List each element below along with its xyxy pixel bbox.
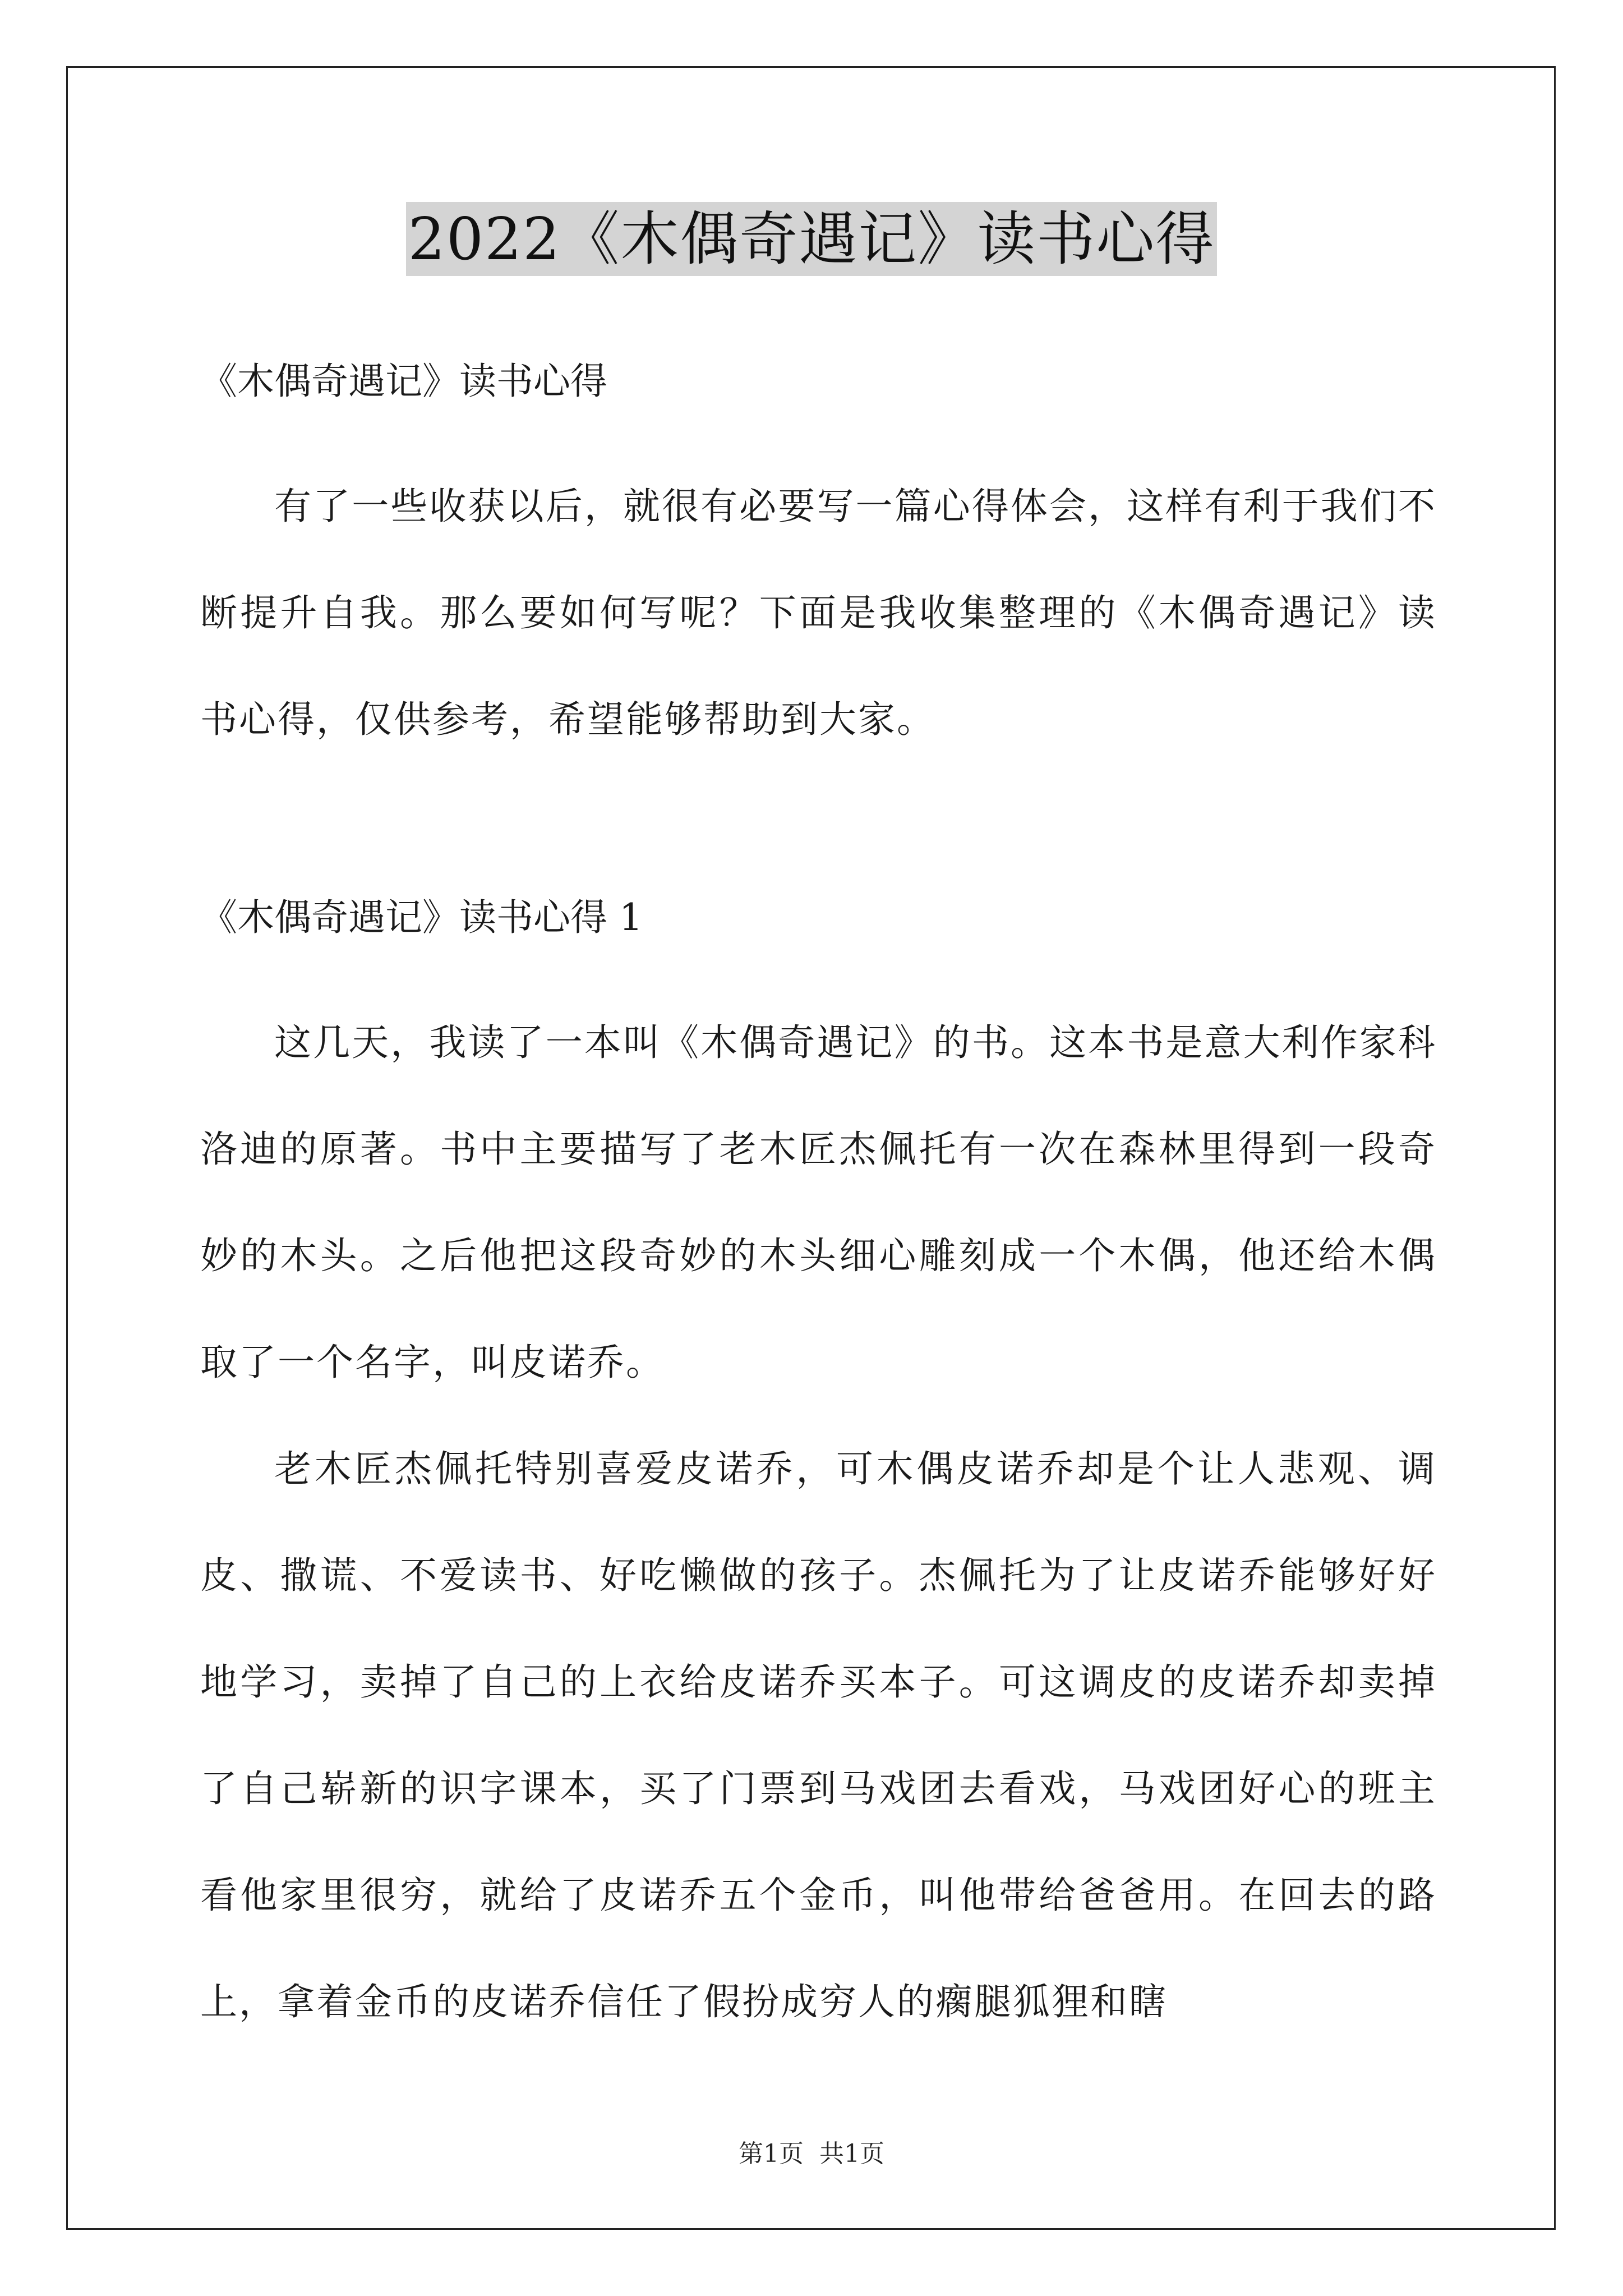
document-subtitle: 《木偶奇遇记》读书心得 (200, 360, 607, 403)
section-paragraph-2: 老木匠杰佩托特别喜爱皮诺乔，可木偶皮诺乔却是个让人悲观、调皮、撒谎、不爱读书、好吃懒做的孩子。杰佩托为了让皮诺乔能够好好地学习，卖掉了自己的上衣给皮诺乔买本子。可这调皮的皮诺乔却卖掉了自己崭新的识字课本，买了门票到马戏团去看戏，马戏团好心的班主看他家里很穷，就给了皮诺乔五个金币，叫他带给爸爸用。在回去的路上，拿着金币的皮诺乔信任了假扮成穷人的瘸腿狐狸和瞎 (200, 1447, 1437, 2023)
section-heading: 《木偶奇遇记》读书心得 1 (200, 896, 643, 939)
spacer (200, 416, 1437, 453)
spacer (200, 953, 1437, 990)
spacer (200, 773, 1437, 883)
section-paragraph-1: 这几天，我读了一本叫《木偶奇遇记》的书。这本书是意大利作家科洛迪的原著。书中主要描写了老木匠杰佩托有一次在森林里得到一段奇妙的木头。之后他把这段奇妙的木头细心雕刻成一个木偶，他还给木偶取了一个名字，叫皮诺乔。 (200, 1021, 1437, 1384)
page-footer (0, 2137, 1623, 2171)
title-container (0, 202, 1623, 276)
page-total: 共1页 (819, 2139, 884, 2168)
document-title: 2022《木偶奇遇记》读书心得 (406, 202, 1218, 276)
document-body (200, 347, 1437, 2055)
page-number: 第1页 (739, 2139, 804, 2168)
intro-paragraph: 有了一些收获以后，就很有必要写一篇心得体会，这样有利于我们不断提升自我。那么要如何写呢？下面是我收集整理的《木偶奇遇记》读书心得，仅供参考，希望能够帮助到大家。 (200, 485, 1437, 741)
